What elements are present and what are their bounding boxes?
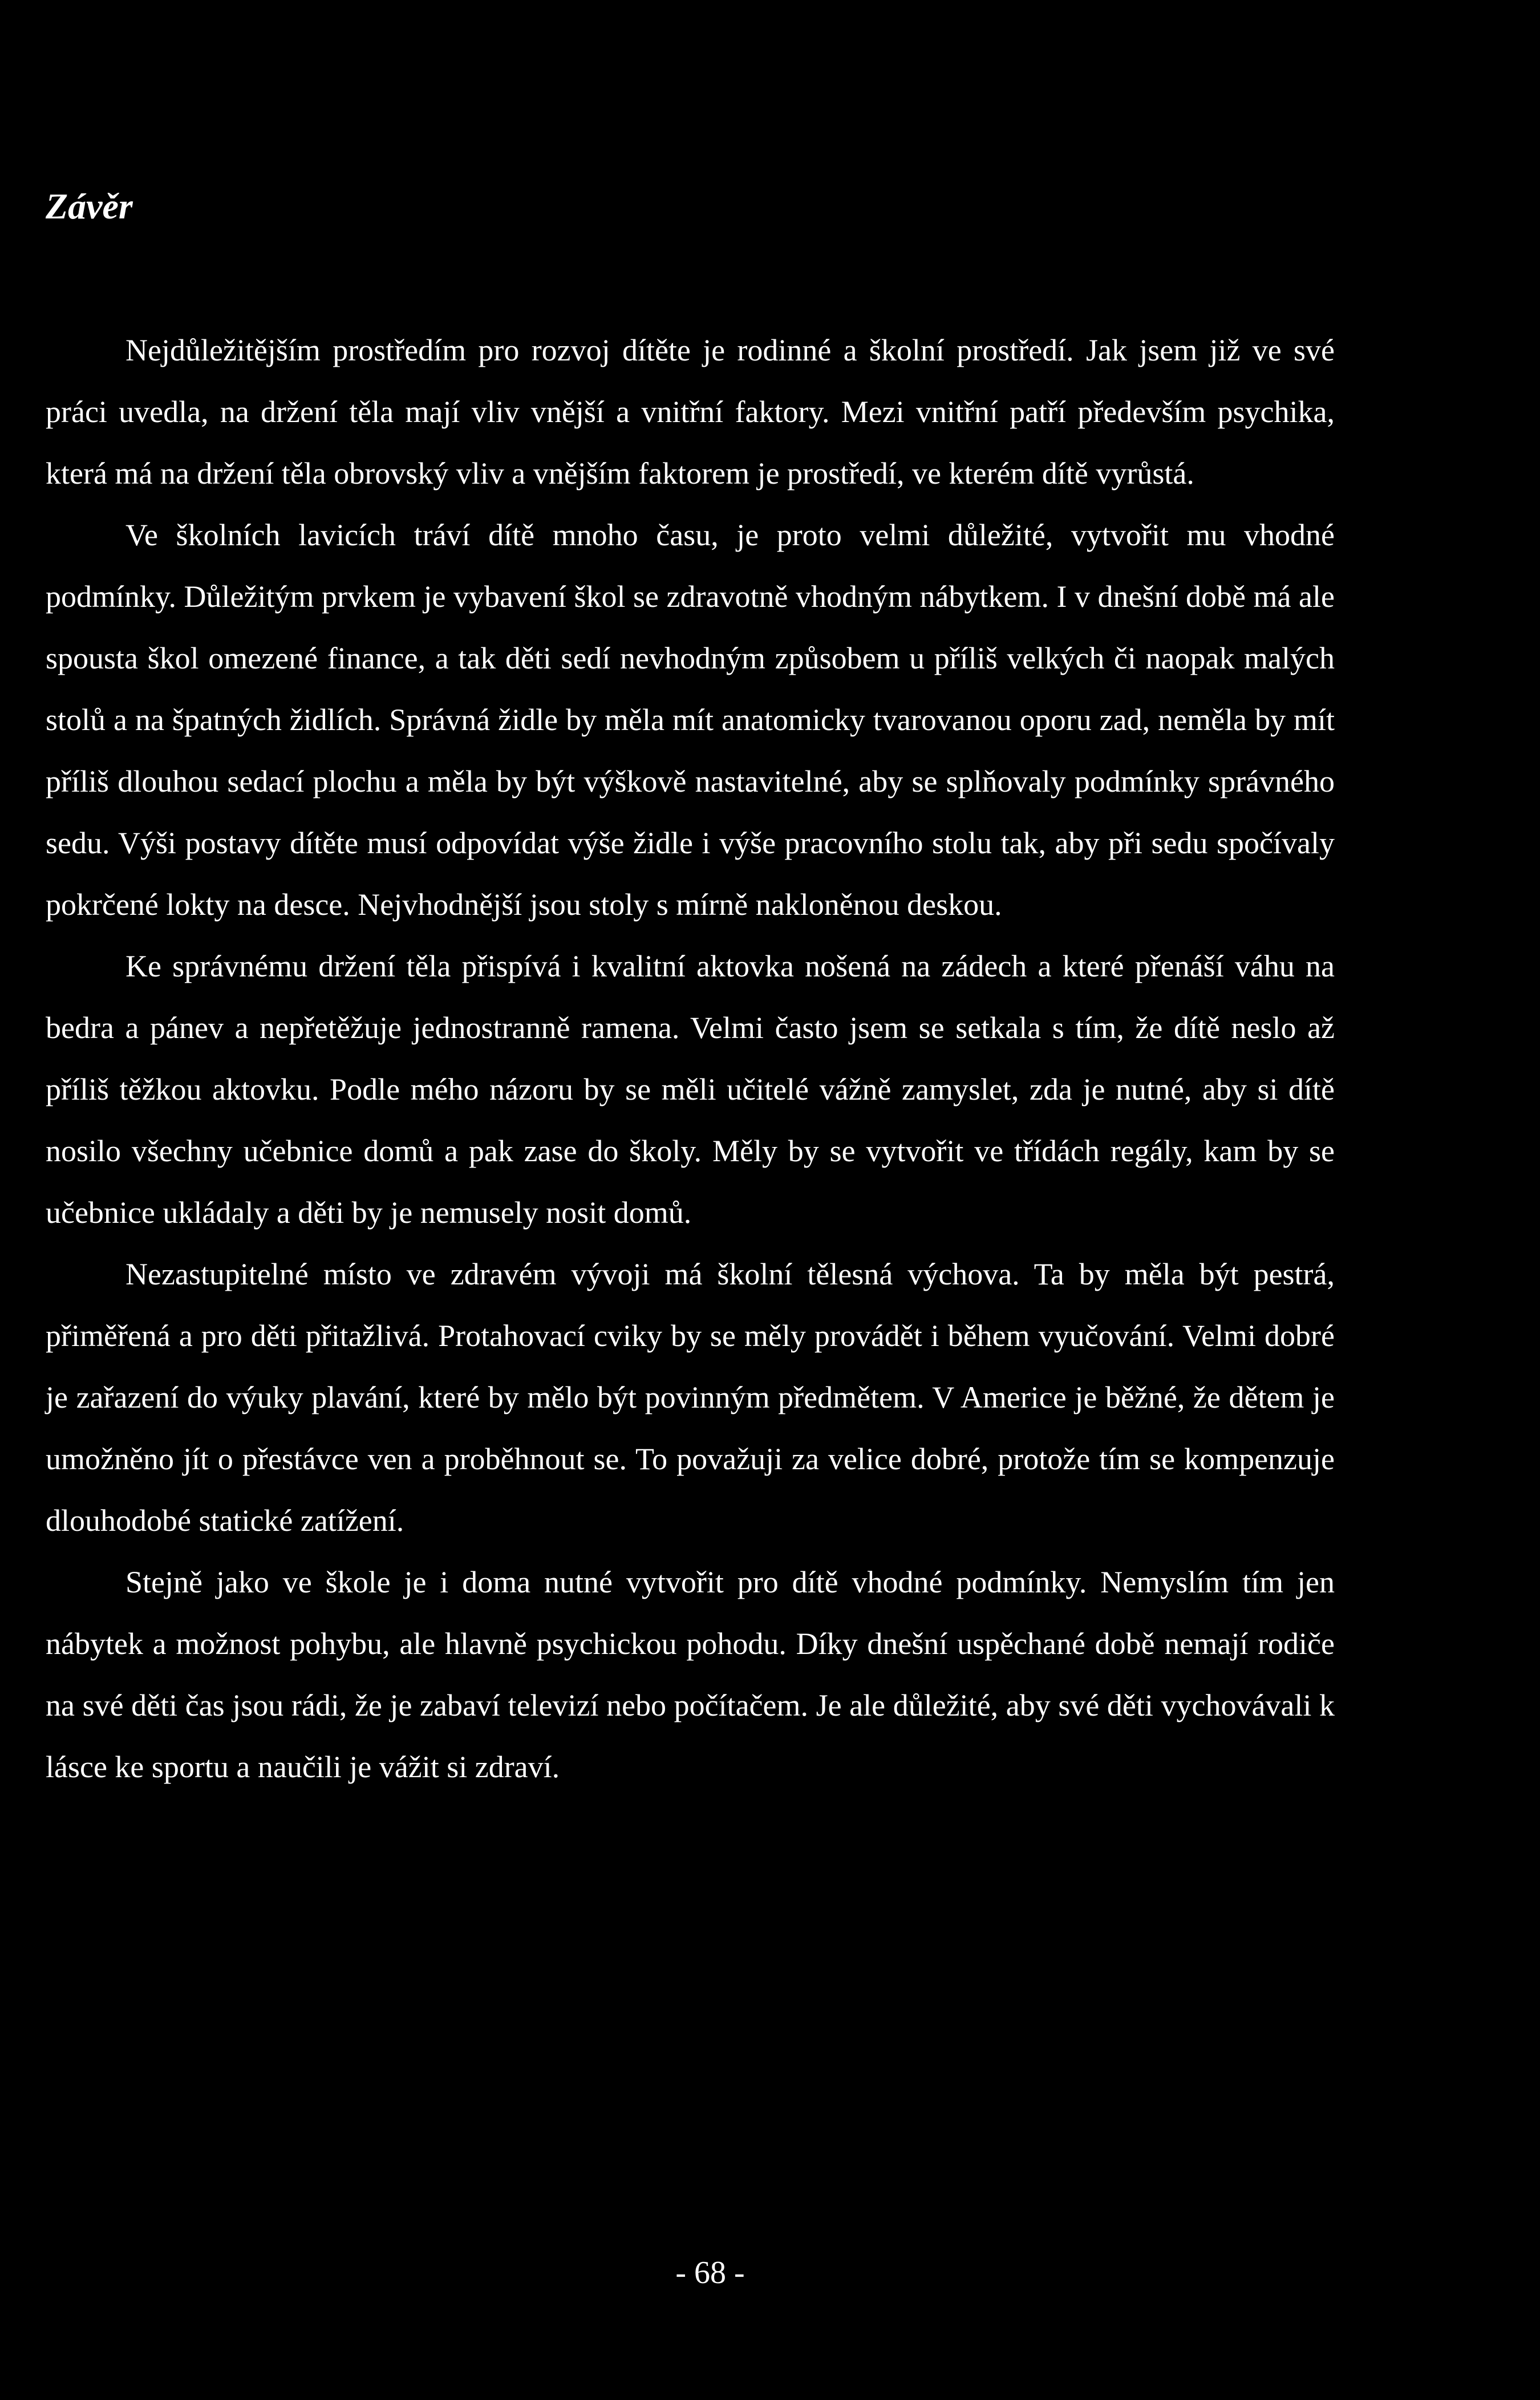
page-title: Závěr xyxy=(46,186,133,226)
paragraph-2: Ve školních lavicích tráví dítě mnoho času, je proto velmi důležité, vytvořit mu vhodné podmínky. Důležitým prvkem je vybavení škol se zdravotně vhodným nábytkem. I v dnešní době má ale spousta škol omezené finance, a tak děti sedí nevhodným způsobem u příliš velkých či naopak malých stolů a na špatných židlích. Správná židle by měla mít anatomicky tvarovanou oporu zad, neměla by mít příliš dlouhou sedací plochu a měla by být výškově nastavitelné, aby se splňovaly podmínky správného sedu. Výši postavy dítěte musí odpovídat výše židle i výše pracovního stolu tak, aby při sedu spočívaly pokrčené lokty na desce. Nejvhodnější jsou stoly s mírně nakloněnou deskou. xyxy=(46,518,1335,922)
body-text xyxy=(46,319,1335,1798)
paragraph-3: Ke správnému držení těla přispívá i kvalitní aktovka nošená na zádech a které přenáší váhu na bedra a pánev a nepřetěžuje jednostranně ramena. Velmi často jsem se setkala s tím, že dítě neslo až příliš těžkou aktovku. Podle mého názoru by se měli učitelé vážně zamyslet, zda je nutné, aby si dítě nosilo všechny učebnice domů a pak zase do školy. Měly by se vytvořit ve třídách regály, kam by se učebnice ukládaly a děti by je nemusely nosit domů. xyxy=(46,949,1335,1230)
paragraph-5: Stejně jako ve škole je i doma nutné vytvořit pro dítě vhodné podmínky. Nemyslím tím jen nábytek a možnost pohybu, ale hlavně psychickou pohodu. Díky dnešní uspěchané době nemají rodiče na své děti čas jsou rádi, že je zabaví televizí nebo počítačem. Je ale důležité, aby své děti vychovávali k lásce ke sportu a naučili je vážit si zdraví. xyxy=(46,1565,1335,1784)
paragraph-4: Nezastupitelné místo ve zdravém vývoji má školní tělesná výchova. Ta by měla být pestrá, přiměřená a pro děti přitažlivá. Protahovací cviky by se měly provádět i během vyučování. Velmi dobré je zařazení do výuky plavání, které by mělo být povinným předmětem. V Americe je běžné, že dětem je umožněno jít o přestávce ven a proběhnout se. To považuji za velice dobré, protože tím se kompenzuje dlouhodobé statické zatížení. xyxy=(46,1257,1335,1538)
document-page xyxy=(46,0,1335,2400)
page-number: - 68 - xyxy=(675,2255,745,2290)
paragraph-1: Nejdůležitějším prostředím pro rozvoj dítěte je rodinné a školní prostředí. Jak jsem již ve své práci uvedla, na držení těla mají vliv vnější a vnitřní faktory. Mezi vnitřní patří především psychika, která má na držení těla obrovský vliv a vnějším faktorem je prostředí, ve kterém dítě vyrůstá. xyxy=(46,333,1335,490)
